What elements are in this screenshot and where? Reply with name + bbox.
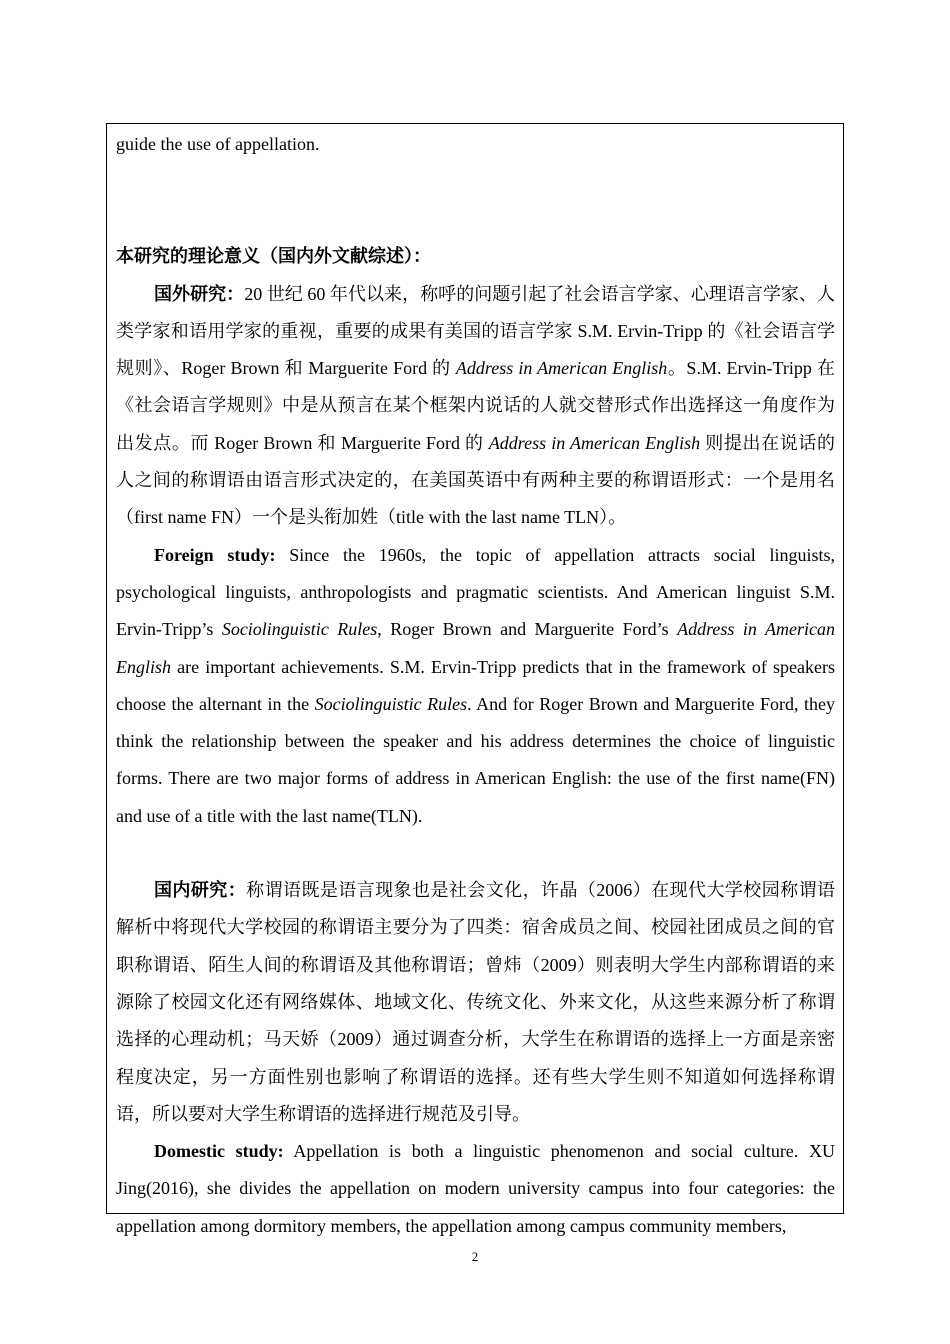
- section-heading: 本研究的理论意义（国内外文献综述）：: [116, 246, 431, 267]
- paragraph-spacer: [116, 835, 835, 872]
- domestic-study-cn-text: 称谓语既是语言现象也是社会文化，许晶（2006）在现代大学校园称谓语解析中将现代大学校园的称谓语主要分为了四类：宿舍成员之间、校园社团成员之间的官职称谓语、陌生人间的称谓语及其他称谓语；曾炜（2009）则表明大学生内部称谓语的来源除了校园文化还有网络媒体、地域文化、传统文化、外来文化，从这些来源分析了称谓选择的心理动机；马天娇（2009）通过调查分析，大学生在称谓语的选择上一方面是亲密程度决定，另一方面性别也影响了称谓语的选择。还有些大学生则不知道如何选择称谓语，所以要对大学生称谓语的选择进行规范及引导。: [116, 880, 836, 1124]
- text-frame: [106, 123, 844, 1236]
- domestic-study-cn-paragraph: [116, 872, 835, 1133]
- domestic-study-en-text: Appellation is both a linguistic phenomenon and social culture. XU Jing(2016), she divides the appellation on modern university campus into four categories: the appellation among dormitory members, the appellation among campus community members,: [116, 1141, 835, 1236]
- domestic-study-en-label: Domestic study:: [154, 1141, 284, 1162]
- book-title: Address in American English: [455, 358, 668, 379]
- foreign-study-en-text: are important achievements. S.M. Ervin-Tripp predicts that in the framework of speakers choose the alternant in the: [116, 656, 835, 714]
- intro-tail-paragraph: guide the use of appellation.: [116, 134, 320, 154]
- domestic-study-cn-label: 国内研究：: [154, 880, 247, 901]
- domestic-study-en-paragraph: [116, 1133, 835, 1245]
- foreign-study-en-text: . And for Roger Brown and Marguerite Ford, they think the relationship between the speaker and his address determines the choice of linguistic forms. There are two major forms of address in American English: the use of the first name(FN) and use of a title with the last name(TLN).: [116, 693, 835, 826]
- book-title: Sociolinguistic Rules: [221, 619, 378, 640]
- foreign-study-en-paragraph: [116, 537, 835, 835]
- foreign-study-cn-text: 20 世纪 60 年代以来，称呼的问题引起了社会语言学家、心理语言学家、人类学家和语用学家的重视，重要的成果有美国的语言学家 S.M. Ervin-Tripp 的《社会语言学规则》、Roger Brown 和 Marguerite Ford 的: [116, 283, 835, 379]
- page-number: 2: [471, 1249, 479, 1264]
- paragraph-spacer: [116, 163, 835, 238]
- foreign-study-cn-text: 。S.M. Ervin-Tripp 在《社会语言学规则》中是从预言在某个框架内说话的人就交替形式作出选择这一角度作为出发点。而 Roger Brown 和 Marguerite Ford 的: [116, 358, 835, 453]
- book-title: Address in American English: [116, 619, 835, 677]
- book-title: Sociolinguistic Rules: [314, 693, 468, 714]
- foreign-study-en-text: , Roger Brown and Marguerite Ford’s: [377, 619, 678, 640]
- foreign-study-cn-paragraph: [116, 276, 835, 537]
- book-title: Address in American English: [488, 432, 701, 453]
- foreign-study-cn-label: 国外研究：: [154, 283, 245, 304]
- foreign-study-en-text: Since the 1960s, the topic of appellation attracts social linguists, psychological linguists, anthropologists and pragmatic scientists. And American linguist S.M. Ervin-Tripp’s: [116, 544, 835, 640]
- foreign-study-en-label: Foreign study:: [154, 544, 276, 565]
- foreign-study-cn-text: 则提出在说话的人之间的称谓语由语言形式决定的，在美国英语中有两种主要的称谓语形式：一个是用名（first name FN）一个是头衔加姓（title with the last name TLN）。: [116, 432, 836, 528]
